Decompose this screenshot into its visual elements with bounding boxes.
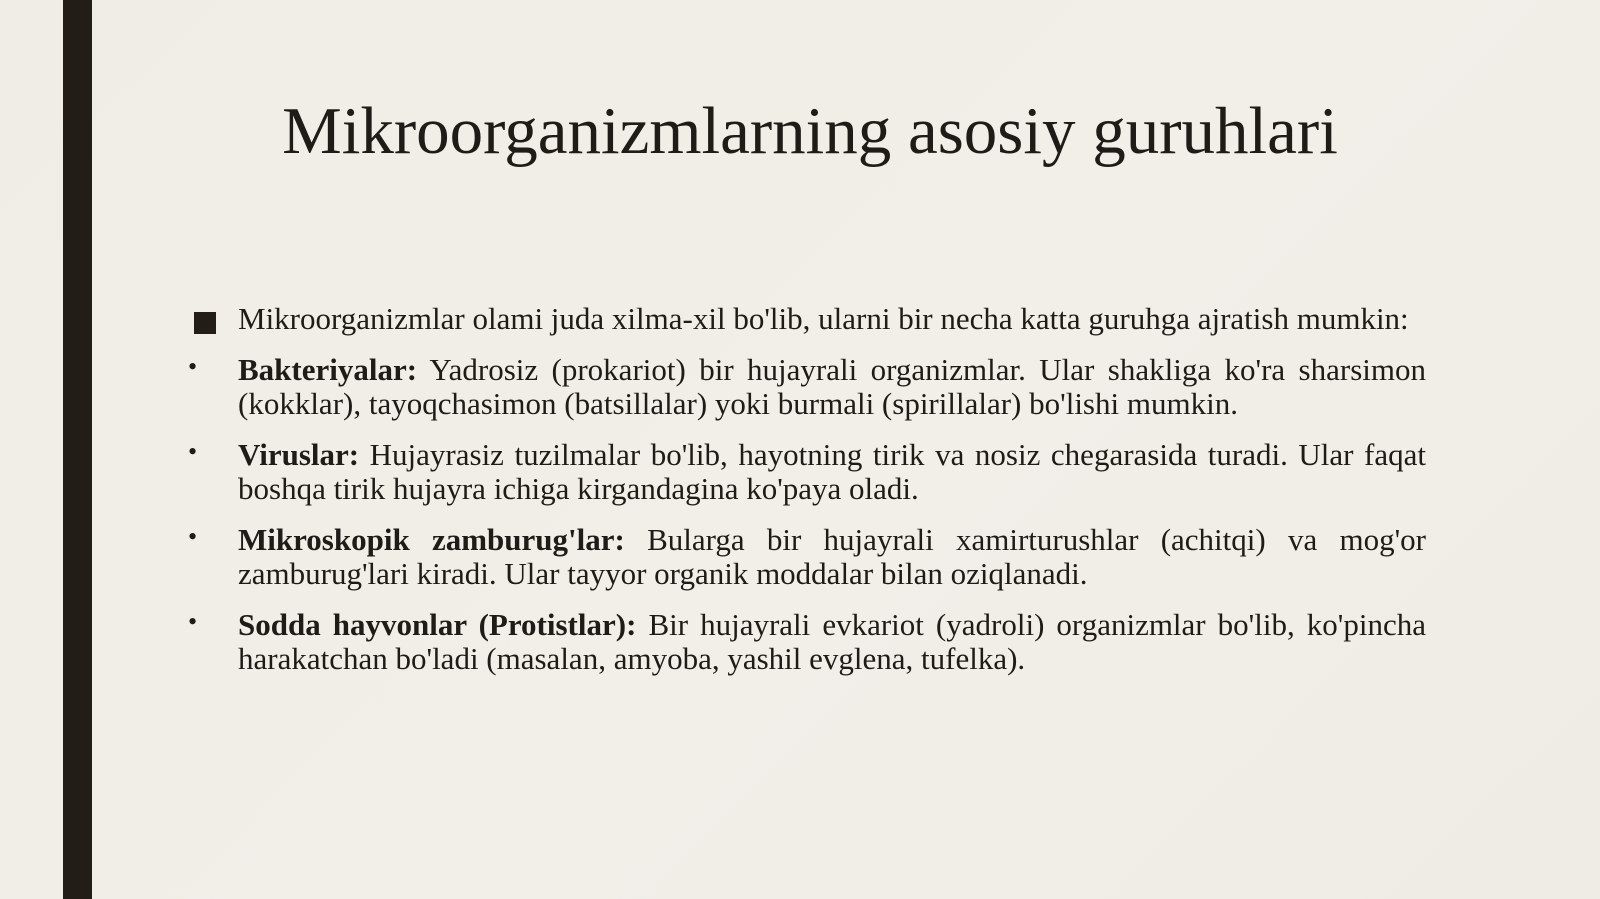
bullet-icon: • [188,352,198,381]
item-text: Bir hujayrali evkariot (yadroli) organizmlar bo'lib, ko'pincha harakatchan bo'ladi (masalan, amyoba, yashil evglena, tufelka). [238,607,1426,676]
slide-content [188,301,1426,693]
bullet-icon: • [188,437,198,466]
square-bullet-icon [194,312,216,334]
list-item-bacteria [188,352,1426,421]
bullet-icon: • [188,607,198,636]
list-item-viruses [188,437,1426,506]
item-term: Viruslar: [238,437,360,472]
item-term: Bakteriyalar: [238,352,418,387]
bullet-icon: • [188,522,198,551]
item-text: Yadrosiz (prokariot) bir hujayrali organizmlar. Ular shakliga ko'ra sharsimon (kokklar), tayoqchasimon (batsillalar) yoki burmali (spirillalar) bo'lishi mumkin. [238,352,1426,421]
item-term: Sodda hayvonlar (Protistlar): [238,607,637,642]
item-term: Mikroskopik zamburug'lar: [238,522,625,557]
intro-text: Mikroorganizmlar olami juda xilma-xil bo'lib, ularni bir necha katta guruhga ajratish mumkin: [238,301,1409,336]
intro-paragraph [238,302,1426,336]
item-text: Hujayrasiz tuzilmalar bo'lib, hayotning tirik va nosiz chegarasida turadi. Ular faqat boshqa tirik hujayra ichiga kirgandagina ko'paya oladi. [238,437,1426,506]
list-item-fungi [188,522,1426,591]
item-text: Bularga bir hujayrali xamirturushlar (achitqi) va mog'or zamburug'lari kiradi. Ular tayyor organik moddalar bilan oziqlanadi. [238,522,1426,591]
slide-title: Mikroorganizmlarning asosiy guruhlari [282,94,1338,168]
list-item-protists [188,607,1426,676]
